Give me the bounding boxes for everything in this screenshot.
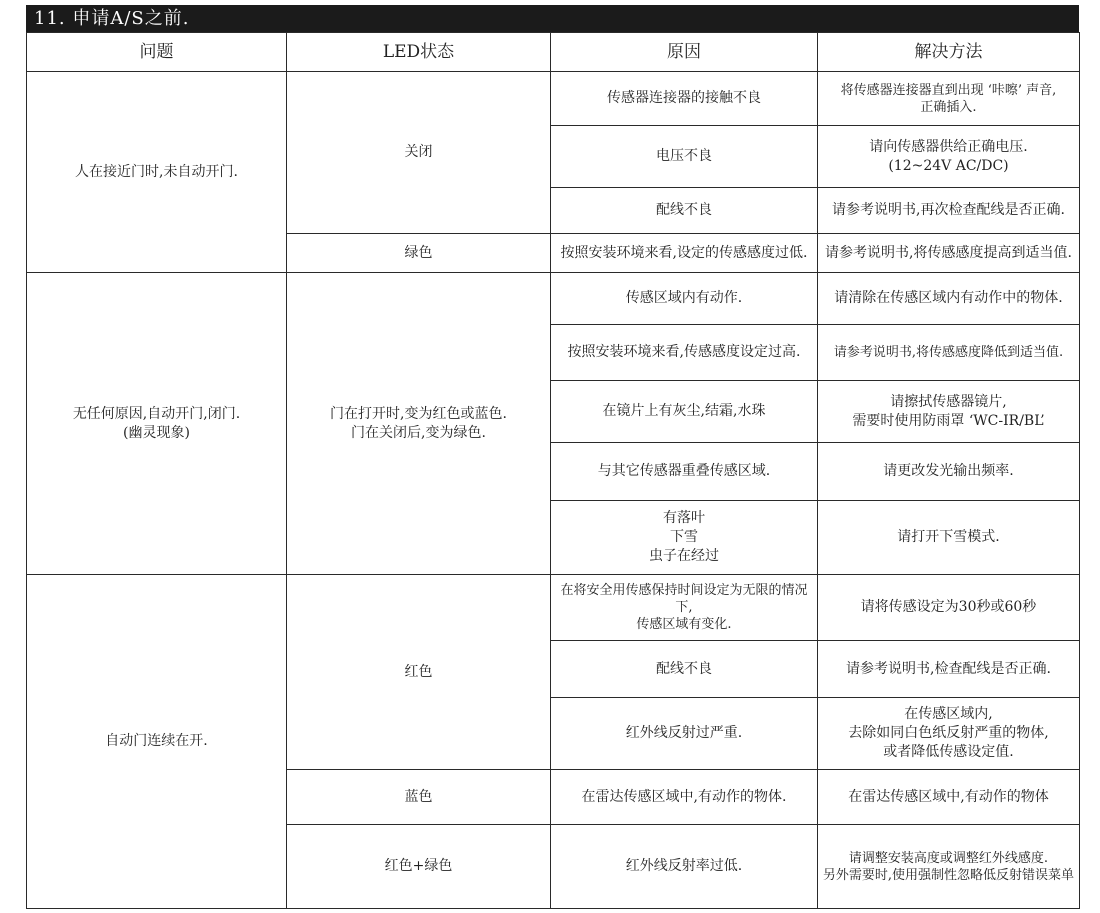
cell-line: 正确插入. bbox=[920, 99, 977, 115]
cell-line: 在镜片上有灰尘,结霜,水珠 bbox=[602, 403, 766, 419]
cell-line: 在雷达传感区域中,有动作的物体 bbox=[848, 788, 1049, 805]
cause-cell bbox=[551, 575, 818, 641]
cell-line: 传感区域内有动作. bbox=[625, 290, 743, 306]
cell-line: 按照安装环境来看,传感感度设定过高. bbox=[567, 344, 801, 360]
cell-line: 按照安装环境来看,设定的传感感度过低. bbox=[560, 244, 808, 261]
cell-line: 蓝色 bbox=[404, 788, 433, 805]
cell-line: 请擦拭传感器镜片, bbox=[890, 393, 1007, 410]
cell-line: 人在接近门时,未自动开门. bbox=[75, 163, 238, 180]
led-status-cell bbox=[287, 273, 551, 575]
table-row bbox=[27, 273, 1080, 325]
solution-cell bbox=[818, 72, 1080, 126]
table-row bbox=[27, 575, 1080, 641]
cell-line: 请参考说明书,将传感感度降低到适当值. bbox=[833, 345, 1064, 360]
problem-cell bbox=[27, 575, 287, 909]
solution-cell bbox=[818, 575, 1080, 641]
problem-cell bbox=[27, 72, 287, 273]
cell-line: 请向传感器供给正确电压. bbox=[869, 138, 1028, 155]
solution-cell bbox=[818, 188, 1080, 234]
cell-line: 需要时使用防雨罩 ‘WC-IR/BL’ bbox=[852, 412, 1045, 429]
led-status-cell bbox=[287, 234, 551, 273]
column-header-led-status: LED状态 bbox=[287, 33, 551, 72]
cause-cell bbox=[551, 770, 818, 825]
cell-line: 请参考说明书,将传感感度提高到适当值. bbox=[825, 244, 1072, 261]
cell-line: 下雪 bbox=[670, 529, 698, 545]
cell-line: 传感区域有变化. bbox=[636, 617, 732, 632]
cell-line: 红外线反射率过低. bbox=[625, 858, 743, 874]
cell-line: 在将安全用传感保持时间设定为无限的情况下, bbox=[560, 583, 808, 615]
cell-line: 配线不良 bbox=[656, 202, 712, 218]
cell-line: 门在关闭后,变为绿色. bbox=[351, 424, 486, 441]
cell-line: (12~24V AC/DC) bbox=[888, 157, 1009, 174]
solution-cell bbox=[818, 443, 1080, 501]
cell-line: 关闭 bbox=[404, 144, 433, 160]
solution-cell bbox=[818, 273, 1080, 325]
solution-cell bbox=[818, 501, 1080, 575]
cause-cell bbox=[551, 325, 818, 381]
cell-line: 红色 bbox=[404, 663, 433, 680]
cell-line: (幽灵现象) bbox=[123, 424, 190, 441]
cell-line: 门在打开时,变为红色或蓝色. bbox=[330, 405, 507, 422]
problem-cell bbox=[27, 273, 287, 575]
column-header-solution: 解决方法 bbox=[818, 33, 1080, 72]
solution-cell bbox=[818, 641, 1080, 698]
column-header-problem: 问题 bbox=[27, 33, 287, 72]
cause-cell bbox=[551, 698, 818, 770]
cause-cell bbox=[551, 188, 818, 234]
cell-line: 红色+绿色 bbox=[384, 858, 453, 874]
cell-line: 绿色 bbox=[404, 244, 433, 261]
cell-line: 红外线反射过严重. bbox=[625, 725, 743, 741]
cause-cell bbox=[551, 126, 818, 188]
cell-line: 自动门连续在开. bbox=[105, 733, 208, 749]
cell-line: 请更改发光输出频率. bbox=[883, 463, 1014, 479]
cell-line: 或者降低传感设定值. bbox=[883, 744, 1014, 760]
cause-cell bbox=[551, 641, 818, 698]
table-row bbox=[27, 72, 1080, 126]
led-status-cell bbox=[287, 825, 551, 909]
cell-line: 请调整安装高度或调整红外线感度. bbox=[848, 850, 1049, 866]
cause-cell bbox=[551, 501, 818, 575]
cell-line: 配线不良 bbox=[656, 660, 712, 677]
cause-cell bbox=[551, 381, 818, 443]
cell-line: 无任何原因,自动开门,闭门. bbox=[72, 405, 241, 422]
cause-cell bbox=[551, 273, 818, 325]
cell-line: 有落叶 bbox=[663, 510, 705, 526]
cell-line: 请将传感设定为30秒或60秒 bbox=[860, 599, 1037, 615]
solution-cell bbox=[818, 234, 1080, 273]
cause-cell bbox=[551, 443, 818, 501]
table-header-row bbox=[27, 33, 1080, 72]
solution-cell bbox=[818, 126, 1080, 188]
solution-cell bbox=[818, 381, 1080, 443]
solution-cell bbox=[818, 770, 1080, 825]
led-status-cell bbox=[287, 72, 551, 234]
solution-cell bbox=[818, 698, 1080, 770]
cell-line: 在传感区域内, bbox=[904, 706, 993, 722]
cell-line: 请参考说明书,再次检查配线是否正确. bbox=[832, 202, 1065, 218]
troubleshooting-table bbox=[26, 32, 1080, 909]
cell-line: 请参考说明书,检查配线是否正确. bbox=[846, 660, 1051, 677]
column-header-cause: 原因 bbox=[551, 33, 818, 72]
cause-cell bbox=[551, 234, 818, 273]
cell-line: 去除如同白色纸反射严重的物体, bbox=[848, 725, 1049, 741]
cell-line: 与其它传感器重叠传感区域. bbox=[597, 463, 771, 479]
section-title: 11. 申请A/S之前. bbox=[34, 8, 190, 29]
section-title-bar bbox=[26, 5, 1079, 32]
led-status-cell bbox=[287, 770, 551, 825]
cell-line: 虫子在经过 bbox=[649, 548, 719, 564]
cell-line: 电压不良 bbox=[656, 148, 712, 164]
cell-line: 在雷达传感区域中,有动作的物体. bbox=[581, 788, 787, 805]
cause-cell bbox=[551, 72, 818, 126]
cell-line: 请清除在传感区域内有动作中的物体. bbox=[834, 290, 1063, 306]
cell-line: 请打开下雪模式. bbox=[897, 529, 1000, 545]
cell-line: 将传感器连接器直到出现 ‘咔嚓’ 声音, bbox=[840, 82, 1057, 98]
solution-cell bbox=[818, 825, 1080, 909]
cause-cell bbox=[551, 825, 818, 909]
led-status-cell bbox=[287, 575, 551, 770]
cell-line: 另外需要时,使用强制性忽略低反射错误菜单 bbox=[822, 867, 1075, 883]
solution-cell bbox=[818, 325, 1080, 381]
cell-line: 传感器连接器的接触不良 bbox=[607, 90, 761, 106]
